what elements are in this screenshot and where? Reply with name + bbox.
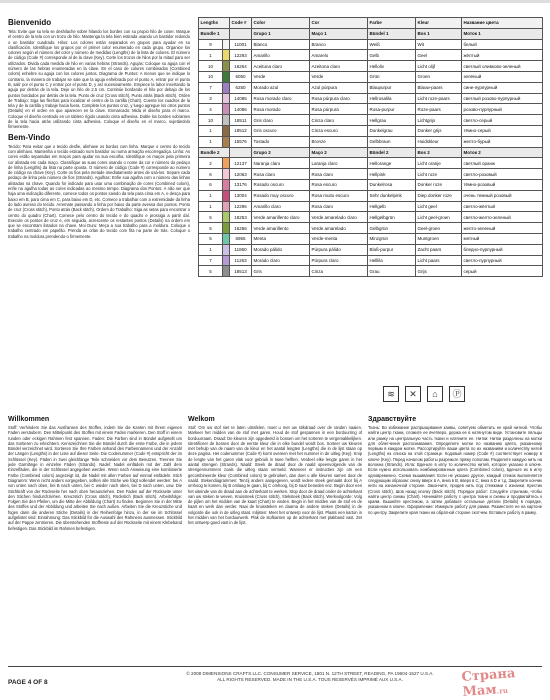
table-cell: Púrpura claro [310,255,368,266]
table-cell: Dunkelrosa [368,179,416,190]
color-swatch [223,255,230,266]
table-cell: зелёный [462,71,543,82]
table-cell: Zacht paars [416,244,462,255]
section-heading-willkommen: Willkommen [8,416,50,423]
table-cell: Rosado muy oscuro [252,190,310,201]
color-swatch [223,82,230,93]
color-swatch [223,201,230,212]
table-cell: Roze-paars [416,104,462,115]
table-cell: 12296 [230,201,252,212]
bundle-row [199,147,543,158]
table-cell: светлый оливково-зеленый [462,61,543,72]
table-cell: Azul púrpura [310,82,368,93]
table-cell: Gris oscuro [252,125,310,136]
color-swatch [223,158,230,169]
table-cell: бледно-пурпурный [462,244,543,255]
table-cell: Wit [416,39,462,50]
table-cell: Bündel 2 [368,147,416,158]
table-cell: 18253 [230,212,252,223]
table-cell: светлый оранж [462,158,543,169]
table-cell: Rosa escuro [310,179,368,190]
table-cell: светло-желто-зеленый [462,212,543,223]
watermark-suffix: .ru [496,685,509,696]
table-row [199,115,543,126]
table-cell: Amarelo [310,50,368,61]
bundle-label: Bundle 2 [199,147,230,158]
color-swatch [223,71,230,82]
footer-divider [8,666,542,667]
bottom-instructions [8,415,542,665]
column-header: Cor [310,18,368,29]
color-swatch [223,190,230,201]
lengths-cell: 5 [199,233,223,244]
table-row [199,71,543,82]
table-cell: Rosa morado claro [252,93,310,104]
lengths-cell: 4 [199,104,223,115]
table-cell: тёмно-розовый [462,179,543,190]
table-cell: Morado claro [252,255,310,266]
color-swatch [223,39,230,50]
table-row [199,212,543,223]
column-header: Farbe [368,18,416,29]
table-cell: Amarillo claro [252,201,310,212]
bundle-row [199,28,543,39]
table-cell: Bündel 1 [368,28,416,39]
table-row [199,39,543,50]
table-cell: Verde-menta [310,233,368,244]
left-instructions-column [8,17,190,382]
table-body [199,28,543,276]
lengths-cell: 7 [199,82,223,93]
table-row [199,158,543,169]
lengths-cell: 1 [199,244,223,255]
table-row [199,179,543,190]
table-row [199,125,543,136]
color-swatch [223,244,230,255]
table-cell: Morado azul [252,82,310,93]
table-row [199,169,543,180]
page-number: PAGE 4 OF 8 [8,679,48,686]
table-cell: Menta [252,233,310,244]
table-cell: Rosa claro [310,169,368,180]
lengths-cell: 1 [199,201,223,212]
table-cell: 14086 [230,104,252,115]
table-cell: очень темный розовый [462,190,543,201]
table-cell: Sehr dunkelpink [368,190,416,201]
table-cell: Licht geel [416,201,462,212]
table-cell: 13176 [230,179,252,190]
table-cell: Azeitona claro [310,61,368,72]
table-cell: Minzgrün [368,233,416,244]
table-cell: Моток 1 [462,28,543,39]
table-cell: Geel-groen [416,223,462,234]
lengths-cell: 2 [199,158,223,169]
table-cell: Groen [416,71,462,82]
table-row [199,82,543,93]
section-text-russian: Ткань: Во избежание распрыщивания канвы, советуем обметать ее край нитной. Чтобы найти центр ткани, сложите ее вчетверо, держа ее в натянутом виде. Установите пяльцы или рамку на центральную часть ткани и натяните ее. Нитки: Нитки разделены на мотки для облегчения распознавания. Определите мотки по названию цвета, указанному первым в каждом мотке. Рассортируйте ваши цвета по их названиям и количеству нитей (Lengths) из списка на этой странице. Кодовый номер (Code #) соответствует номеру в ключе (Key). Перед началом работы разрежьте пряжу пополам. Разделите каждую нить на волокна (Strands). Игла: Вденьте в иглу то количество нитей, которое указано в ключе. Если нужно использовать комбинированные цвета (Combined colors), вденьте их в иглу одновременно. Схема вышивания: Если не указано другое, каждый стежок выполняется следующим образом: снизу вверх в А, вниз в B, вверх в C, вниз в D и т.д. Закрепите кончик нити на изнаночной стороне. Закончите, продев нить под стежками с изнанки. Крестик (Cross stitch), Шов назад иголку (Back stitch). Порядок работ: Следуйте стрелкам, чтобы найти центр схемы (Chart). Начинайте работу с центра ткани и схемы и продвигайтесь к краям. Вышейте крестиком, а затем добавьте остальные детали (Details) в порядке, указанном в ключе. Оформление: Измерьте работу для рамки. Разместите ее на картоне по центру. Закрепите края ткани на обратной стороне скотчем. Вставьте работу в рамку. [368,425,542,515]
table-cell: Donker roze [416,179,462,190]
table-cell: тёмно-серый [462,125,543,136]
table-cell: 11001 [230,39,252,50]
lengths-cell: 6 [199,169,223,180]
column-welkom [188,415,362,665]
table-cell: 11263 [230,255,252,266]
table-cell: Maço 2 [310,147,368,158]
table-cell: Blaß-purpur [368,244,416,255]
section-text-willkommen: Stoff: Verhindern Sie das Ausfransen des Stoffes, indem Sie die Kanten mit Ihrem eigenen Faden versäubern. Den Mittelpunkt des Stoffes mit einem Faden markieren. Den Stoff in einem runden oder eckigen Rahmen fest spannen. Faden: Die Farben sind in Bündel aufgeteilt um das Sortieren zu erleichtern. Kennzeichnen Sie die Bündel durch die erste Farbe, die in jedem Bündel verzeichnet wird. Sortieren Sie Ihre Farben anhand des Farbennamens und der Anzahl der Längen (Lengths) in der Liste auf dieser Seite. Die Codenummer (Code #) entspricht der im Schlüssel (Key). Fäden in zwei gleichlange Teile schneiden vor dem Benutzen. Trennen Sie jede Garnlänge in einzelne Fäden (Strands). Nadel: Nadel einfädeln mit der Zahl dem Einzelfäden, die in der Schlüssel angegeben werden. Wenn nach Anweisung eine kombinierte Farbe (Combined colors) angezeigt ist, die Nadel mit allen Farben auf einmal einfädeln. Stich Diagramm: Wenn nicht anders vorgegeben, sollten alle Stiche wie folgt vollendet werden: bei A von unten nach oben, bei B nach unten, bei C wieder nach oben, bei D nach unten, usw. Die Stichkraft von der Rückseite her nach oben herausziehen. Den Faden auf der Rückseite unter den Stichen hindurchziehen. Kreuzstich (Cross stitch), Rückstich (Back stitch). Arbeitsfolge: Folgen Sie den Pfeilen, um die Mitte der Abbildung (Chart) zu finden. Beginnen Sie in der Mitte des Stoffes und der Abbildung und arbeiten Sie nach außen. Arbeiten Sie die Kreuzstiche und fügen dann die anderen Stiche (Details) in der Reihenfolge hinzu, in der sie im Schlüssel aufgelistet sind. Einrahmung: Das Stickbild für die Auswahl des Rahmens ausmessen. Stickbild auf der Pappe zentrieren. Die überstehenden Stoffreste auf der Rückseite mit einem Klebeband befestigen. Das Stickbild im Rahmen befestigen. [8,425,182,531]
table-cell: Hellgelbgrün [368,212,416,223]
table-row [199,223,543,234]
watermark-text: Страна Мам [461,666,516,700]
table-cell: розово-пурпурный [462,104,543,115]
table-cell: Amarillo [252,50,310,61]
column-header: Color [252,18,310,29]
section-text-welkom: Stof: Om uw stof niet te laten uitrafelen, moet u met uw stikdraad over de randen naaien. Markeer het midden van de stof met garen. Houd de stof gespannen in een borduurring of borduurraam. Draad: De kleuren zijn opgedeeld in bossen om het sorteren te vergemakkelijken. Identificeer de bossen door de eerste kleur die in elke bundel wordt bos. Sorteer uw kleuren met behulp van de naam van de kleur en het aantal lengten (Lengths) die in de lijst staan op deze pagina. Het codenummer (Code #) komt overeen met het nummer in de uitleg (Key). Knip de lengte van het garen vlak voor gebruik in twee helften. Verdeel elke lengte garen in het aantal strengen (Strands). Naald: Steek de draad door de naald opeenvolgende van de strengennummers zoals die uitleg staan vermeld. Wanneer er instructies zijn om een gecombineerde kleur (Combined colors) te gebruiken, dan doet u alle kleuren samen door de naald. Stekendiagrammen: Tenzij anders aangegeven, wordt iedere steek gemaakt door bij A omhoog te komen, bij B omlaag te gaan, bij C omhoog, bij D naar beneden enz. Begin door een het uiteinde van de draad aan de achterkant te werken. Stop door de draad onder de achterkant van uw steken te weven. Kruissteek (Cross stitch), Steksteek (Back stitch). Werkvolgorde: Volg de pijlen om het midden van de kaart (Chart) te vinden. Begin in het midden van de stof en de kaart en werk dan verder. Naai de kruissteken en daarna de andere steken (Details) in de volgorde die ook in de uitleg staat. Inlijsten: Meet het ontwerp voor de lijst. Plaats een karton in het midden van het borduurwerk. Plak de stofkanten op de achterkant met plakband vast. Zet het ontwerp goed vast in de lijst. [188,425,362,526]
table-row [199,190,543,201]
table-cell: Licht paars [416,255,462,266]
table-cell: 15576 [230,136,252,147]
table-cell: мятный [462,233,543,244]
table-cell: 16264 [230,61,252,72]
copyright-notice [150,671,470,683]
section-heading-welkom: Welkom [188,416,215,423]
table-cell: светло-розовый [462,169,543,180]
bundle-label: Bundle 1 [199,28,230,39]
table-cell: Muntgroen [416,233,462,244]
column-header: Lengths [199,18,230,29]
table-cell: Branco [310,39,368,50]
table-cell: Rosa claro [252,169,310,180]
color-swatch [223,212,230,223]
table-cell: Hellgrau [368,115,416,126]
table-cell: Verde [252,71,310,82]
table-row [199,93,543,104]
table-cell: Verde [310,71,368,82]
table-cell: светло-серый [462,115,543,126]
column-willkommen [8,415,182,665]
table-cell: Licht geel-groen [416,212,462,223]
table-cell: Hellpink [368,169,416,180]
table-cell: Cinza [310,266,368,277]
table-cell: Rosa-purpur [368,104,416,115]
section-heading-bienvenido: Bienvenido [8,18,52,27]
no-bleach-icon: ✕ [405,386,421,402]
color-swatch [223,115,230,126]
table-cell: Laranja claro [310,158,368,169]
table-cell: 18511 [230,115,252,126]
section-heading-bemvindo: Bem-Vindo [8,132,51,142]
lengths-cell: 10 [199,115,223,126]
table-cell: сине-пурпурный [462,82,543,93]
table-row [199,266,543,277]
table-cell: Licht roze [416,169,462,180]
table-cell: Gelb [368,50,416,61]
table-cell: Rosa claro [310,201,368,212]
copyright-line: © 2008 DIMENSIONS CRAFTS LLC. CONSUMER SERVICE, 1801 N. 12TH STREET, READING, PA 19604-1527 U.S.A. [186,671,434,676]
section-text-bienvenido: Tela: Evite que su tela se deshilache sobre hilando los bordes con su propio hilo de coser. Marque el centro de la tela con un trozo de hilo. Mantenga la tela bien estirada usando un bastidor redondo o un bastidor cuadrado. Hilos: Los colores están separados en grupos para ayudar en su clasificación. Identifique los grupos por el primer color enumerado en cada grupo. Organice los colores según el número del color y número de medidas (Lengths) de la lista de colores. El número de código (Code #) corresponde al de la clave (Key). Corte los trozos de hilos por la mitad para ser utilizados. Divida cada medida de hilo en varias hebras (Strands). Agujas: Coloque su aguja con el número de las hebras enumeradas en la clave. En el caso de colores combinados (Combined colors) enhebre su aguja con los colores juntos. Diagrama de Puntos: A menos que se indique lo contrario, la manera de trabajar se sale que la aguja enhebrada por el punto A, entrar por el punto B, salir por el punto C y entrar por el punto D, y así sucesivamente. Empiece la labor insertando la aguja por detrás de la tela. Deje un hilo de 2.5 cm. Continúe bordando el hilo por debajo de los puntos bordados por detrás de la tela. Punto de cruz (Cross stitch), Punto atrás (Back stitch). Orden de Trabajo: Siga las flechas para localizar el centro de la cartilla (Chart). Cuente los cuadros de la tela y de la cartilla y trabaje hacia fuera. Complete los puntos cruz, y luego agregue los otros puntos (Details) en el orden en que aparecen en la clave. Enmarcado: Mida el diseño para el marco. Coloque el diseño centrado en un tablero rígido usando cinta adhesiva. Doble los bordes sobrantes de la tela hacia atrás utilizando cinta adhesiva. Coloque el diseño en el marco, sujetándolo firmemente. [8,29,190,130]
color-swatch [223,233,230,244]
column-russian [368,415,542,665]
table-cell: Cinza escuro [310,125,368,136]
table-cell: Blaupurpur [368,82,416,93]
column-header: Название цвета [462,18,543,29]
table-cell: Blanco [252,39,310,50]
table-cell: 12293 [230,50,252,61]
color-swatch [223,169,230,180]
table-cell: 12137 [230,158,252,169]
table-cell: Diep donker roze [416,190,462,201]
lengths-cell: 5 [199,212,223,223]
table-row [199,50,543,61]
table-cell: Licht roze-paars [416,93,462,104]
table-cell: 11860 [230,244,252,255]
color-swatch [223,104,230,115]
column-header: Code # [230,18,252,29]
table-cell: Bos 1 [416,28,462,39]
table-cell: Grupo 1 [252,28,310,39]
table-cell [230,147,252,158]
table-cell: 16256 [230,223,252,234]
lengths-cell: 1 [199,125,223,136]
table-cell: Aceituna claro [252,61,310,72]
lengths-cell: 3 [199,93,223,104]
table-row [199,255,543,266]
table-cell: желто-зеленый [462,223,543,234]
table-cell: Púrpura pálido [310,244,368,255]
color-swatch [223,125,230,136]
table-cell: жёлтый [462,50,543,61]
table-cell: Verde amarelado claro [310,212,368,223]
wash-icon: ≋ [383,386,399,402]
table-cell: 14085 [230,93,252,104]
table-cell: серый [462,266,543,277]
table-cell: Maço 1 [310,28,368,39]
table-cell: Helllila [368,255,416,266]
table-cell: светло-пурпурный [462,255,543,266]
color-swatch [223,266,230,277]
table-cell: Verde amarillento claro [252,212,310,223]
table-cell: Gelbbraun [368,136,416,147]
table-cell: Моток 2 [462,147,543,158]
table-cell: Blauw-paars [416,82,462,93]
table-cell: Naranja claro [252,158,310,169]
table-cell: Rosado oscuro [252,179,310,190]
lengths-cell: 1 [199,136,223,147]
table-row [199,233,543,244]
table-cell: Rosa morado [252,104,310,115]
table-cell: 6955 [230,233,252,244]
table-cell: Verde amarillento [252,223,310,234]
color-key-table [198,17,543,277]
table-cell: 6250 [230,82,252,93]
color-swatch [223,223,230,234]
table-cell: Gelbgrün [368,223,416,234]
table-cell: Rosa púrpura claro [310,93,368,104]
table-cell: светлый розово-пурпурный [462,93,543,104]
table-cell: Grupo 2 [252,147,310,158]
table-cell: 12063 [230,169,252,180]
table-cell: Rosa muito escuro [310,190,368,201]
table-cell: Grijs [416,266,462,277]
lengths-cell: 6 [199,179,223,190]
table-cell: Hellgelb [368,201,416,212]
table-cell: Hellrosalila [368,93,416,104]
table-cell: светло-жёлтый [462,201,543,212]
table-cell: Rosa púrpura [310,104,368,115]
column-header: Kleur [416,18,462,29]
table-cell: Donker grijs [416,125,462,136]
section-text-bemvindo: Tecido: Para evitar que o tecido desfie, alinhave os bordos com linha. Marque o centro do tecido com alinhavo. Mantenha o tecido esticado num bastidor ou numa armação escorregadiça. Linha: As cores estão separadas em maços para ajudar na sua escolha. Identifique os maços pela primeira cor alistada em cada maço. Classifique as suas cores usando o nome da cor e número do pedaço de linha (Lengths) da lista na parte oposta. O número de código (Code #) corresponde ao número de código na chave (Key). Corte os fios pela metade imediatamente antes de usá-los. Separe cada pedaço de linha pelo número de fios (Strands). Agulhas: Enfie sua agulha com o número das linhas alistadas na chave. Quando for indicado para usar uma combinação de cores (Combined colors), enfie na agulha todas as cores indicadas ao mesmo tempo. Diagrama dos Pontos: A não ser que haja uma indicação diferente, comece todos os pontos saindo da tela para cima em A, e desça para baixo em B, para cima em C, para baixo em D, etc. Comece a trabalhar com a extremidade da linha do lado avesso do tecido. Arremate passando a linha por baixo da parte avessa dos pontos. Ponto de cruz (Cross stitch), Ponto atrás (Back stitch). Ordem do Trabalho: Siga as setas para encontrar o centro do quadro (Chart). Comece pelo centro do tecido e do quadro e prossiga a partir daí. Execute os pontos de cruz e, em seguida, acrescente os restantes pontos (Details) na ordem em que se encontram listados na chave. Moi Duru: Meça a sua trabalho para a moldura. Coloque o trabalho centrado em papelão. Prenda as orlas do tecido com fita na parte de trás. Coloque o trabalho na moldura prendendo-o firmemente. [8,143,190,239]
table-header [199,18,543,29]
table-cell: 13004 [230,190,252,201]
section-heading-russian: Здравствуйте [368,416,417,423]
table-cell: 18513 [230,266,252,277]
table-cell: Licht olijf [416,61,462,72]
table-cell: Geel [416,50,462,61]
table-cell [230,28,252,39]
site-watermark-logo [461,664,547,700]
rights-line: ALL RIGHTS RESERVED. MADE IN THE U.S.A. TOUS RESERVÉS IMPRIMÉ AUX U.S.A. [217,677,403,682]
table-cell: Huidskleur [416,136,462,147]
dryclean-icon: Ⓟ [449,386,465,402]
lengths-cell: 5 [199,223,223,234]
table-cell: Grün [368,71,416,82]
table-cell: Cinza claro [310,115,368,126]
lengths-cell: 10 [199,71,223,82]
table-row [199,136,543,147]
color-swatch [223,50,230,61]
table-cell: белый [462,39,543,50]
table-cell: 18512 [230,125,252,136]
table-cell: Weiß [368,39,416,50]
table-cell: Licht oranje [416,158,462,169]
lengths-cell: 5 [199,266,223,277]
color-swatch [223,61,230,72]
color-swatch [223,136,230,147]
color-key-table-container [198,17,542,411]
table-row [199,104,543,115]
table-cell: Gris claro [252,115,310,126]
table-cell: 6050 [230,71,252,82]
lengths-cell: 10 [199,61,223,72]
care-symbols [364,383,484,405]
color-swatch [223,93,230,104]
table-cell: желто-бурый [462,136,543,147]
table-cell: Grau [368,266,416,277]
table-row [199,61,543,72]
lengths-cell: 1 [199,50,223,61]
table-cell: Bronze [310,136,368,147]
lengths-cell: 1 [199,190,223,201]
table-row [199,244,543,255]
table-cell: Lichtgrijs [416,115,462,126]
table-cell: Helloliv [368,61,416,72]
table-cell: Bos 2 [416,147,462,158]
table-row [199,201,543,212]
table-cell: Gris [252,266,310,277]
table-cell: Hellorange [368,158,416,169]
table-cell: Dunkelgrau [368,125,416,136]
table-cell: Morado pálido [252,244,310,255]
color-swatch [223,179,230,190]
lengths-cell: 9 [199,39,223,50]
iron-icon: ⌂ [427,386,443,402]
lengths-cell: 7 [199,255,223,266]
table-cell: Verde amarelado [310,223,368,234]
table-cell: Tostado [252,136,310,147]
